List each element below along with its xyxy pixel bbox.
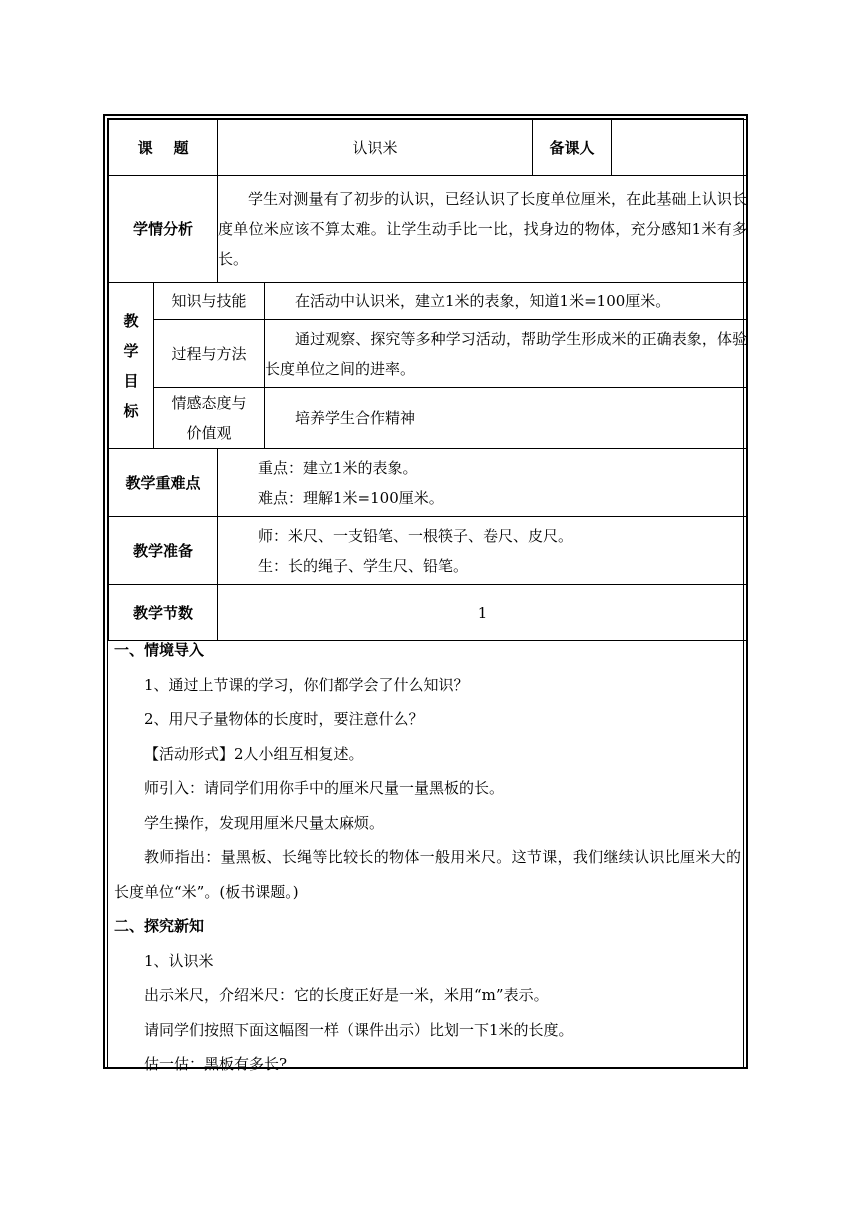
preparer-value <box>612 120 748 176</box>
key-point-line: 重点：建立1米的表象。 <box>258 458 418 477</box>
teacher-prep-line: 师：米尺、一支铅笔、一根筷子、卷尺、皮尺。 <box>258 526 574 545</box>
periods-label: 教学节数 <box>109 585 218 641</box>
lesson-plan-frame <box>103 114 748 1073</box>
paragraph: 出示米尺，介绍米尺：它的长度正好是一米，米用“m”表示。 <box>144 986 549 1004</box>
preparer-label: 备课人 <box>533 120 612 176</box>
paragraph: 2、用尺子量物体的长度时，要注意什么？ <box>144 710 424 728</box>
goal-row-knowledge <box>109 283 748 320</box>
difficult-point-line: 难点：理解1米=100厘米。 <box>258 488 444 507</box>
goal-row-process <box>109 320 748 388</box>
paragraph: 1、通过上节课的学习，你们都学会了什么知识？ <box>144 675 469 694</box>
paragraph: 请同学们按照下面这幅图一样（课件出示）比划一下1米的长度。 <box>144 1020 574 1039</box>
preparation-row <box>109 517 748 585</box>
paragraph: 估一估：黑板有多长? <box>144 1055 288 1073</box>
preparation-label: 教学准备 <box>109 517 218 585</box>
paragraph: 【活动形式】2人小组互相复述。 <box>144 744 364 763</box>
goal-text-attitude: 培养学生合作精神 <box>265 388 748 449</box>
paragraph: 1、认识米 <box>144 951 214 970</box>
preparation-text <box>218 517 748 585</box>
topic-value: 认识米 <box>218 120 533 176</box>
goal-label-knowledge: 知识与技能 <box>154 283 265 320</box>
goal-row-attitude <box>109 388 748 449</box>
student-prep-line: 生：长的绳子、学生尺、铅笔。 <box>258 556 469 575</box>
section-title: 一、情境导入 <box>114 641 205 659</box>
goal-label-process: 过程与方法 <box>154 320 265 388</box>
goal-text-process: 通过观察、探究等多种学习活动，帮助学生形成米的正确表象，体验长度单位之间的进率。 <box>265 320 748 388</box>
key-points-text <box>218 449 748 517</box>
key-points-label: 教学重难点 <box>109 449 218 517</box>
topic-label: 课 题 <box>109 120 218 176</box>
key-points-row <box>109 449 748 517</box>
paragraph: 师引入：请同学们用你手中的厘米尺量一量黑板的长。 <box>144 779 505 797</box>
goal-text-knowledge: 在活动中认识米，建立1米的表象，知道1米=100厘米。 <box>265 283 748 320</box>
paragraph: 教师指出：量黑板、长绳等比较长的物体一般用米尺。这节课，我们继续认识比厘米大的长度单位“米”。(板书课题。) <box>114 848 741 901</box>
analysis-row <box>109 176 748 283</box>
section-title: 二、探究新知 <box>114 917 205 935</box>
paragraph: 学生操作，发现用厘米尺量太麻烦。 <box>144 813 385 832</box>
lesson-plan-inner-frame <box>107 118 748 1073</box>
topic-row <box>109 120 748 176</box>
lesson-plan-table <box>108 119 748 641</box>
analysis-text: 学生对测量有了初步的认识，已经认识了长度单位厘米，在此基础上认识长度单位米应该不算太难。让学生动手比一比，找身边的物体，充分感知1米有多长。 <box>218 176 748 283</box>
lesson-body <box>114 633 741 1082</box>
analysis-label: 学情分析 <box>109 176 218 283</box>
goals-label: 教 学 目 标 <box>109 283 154 449</box>
goal-label-attitude: 情感态度与 价值观 <box>154 388 265 449</box>
periods-value: 1 <box>218 585 748 641</box>
